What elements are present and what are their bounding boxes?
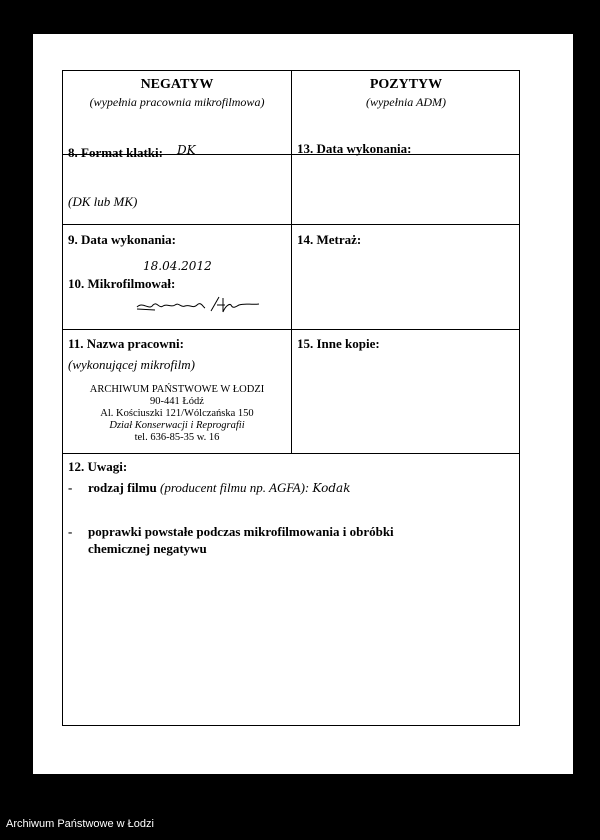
lab-stamp-line: Dział Konserwacji i Reprografii [109, 420, 245, 431]
corrections-line-2: chemicznej negatywu [88, 541, 207, 556]
frame-format-hint: (DK lub MK) [68, 194, 138, 209]
other-copies-label: 15. Inne kopie: [297, 336, 380, 351]
bullet: - [68, 524, 73, 539]
remarks-label: 12. Uwagi: [68, 459, 128, 474]
microfilmed-by-signature [135, 295, 260, 322]
footer-archive-name: Archiwum Państwowe w Łodzi [6, 818, 154, 830]
row-divider [63, 224, 519, 225]
film-type-line [88, 480, 350, 496]
corrections-line-1: poprawki powstałe podczas mikrofilmowania i obróbki [88, 524, 394, 539]
microfilm-record-form [62, 70, 520, 726]
frame-format-label: 8. Format klatki: [68, 145, 163, 160]
column-divider [291, 71, 292, 453]
production-date-value: 18.04.2012 [143, 259, 212, 273]
lab-stamp-line: Al. Kościuszki 121/Wólczańska 150 [100, 408, 254, 419]
lab-stamp-line: 90-441 Łódź [150, 396, 204, 407]
negative-header-title: NEGATYW [140, 77, 214, 92]
length-label: 14. Metraż: [297, 232, 362, 247]
microfilmed-by-label: 10. Mikrofilmował: [68, 276, 176, 291]
positive-header-title: POZYTYW [369, 77, 443, 92]
lab-name-hint: (wykonującej mikrofilm) [68, 357, 195, 372]
frame-format-value: DK [177, 143, 196, 157]
negative-header-subtitle: (wypełnia pracownia mikrofilmowa) [89, 95, 265, 109]
row-divider [63, 329, 519, 330]
positive-date-label: 13. Data wykonania: [297, 141, 412, 156]
film-type-label: rodzaj filmu [88, 480, 157, 495]
lab-stamp-line: tel. 636-85-35 w. 16 [134, 432, 220, 443]
lab-name-label: 11. Nazwa pracowni: [68, 336, 184, 351]
row-divider [63, 453, 519, 454]
film-type-hint: (producent filmu np. AGFA): [159, 480, 310, 495]
lab-stamp-line: ARCHIWUM PAŃSTWOWE W ŁODZI [89, 384, 265, 395]
positive-header-subtitle: (wypełnia ADM) [365, 95, 447, 109]
film-type-value: Kodak [312, 481, 351, 495]
bullet: - [68, 480, 73, 495]
production-date-label: 9. Data wykonania: [68, 232, 176, 247]
